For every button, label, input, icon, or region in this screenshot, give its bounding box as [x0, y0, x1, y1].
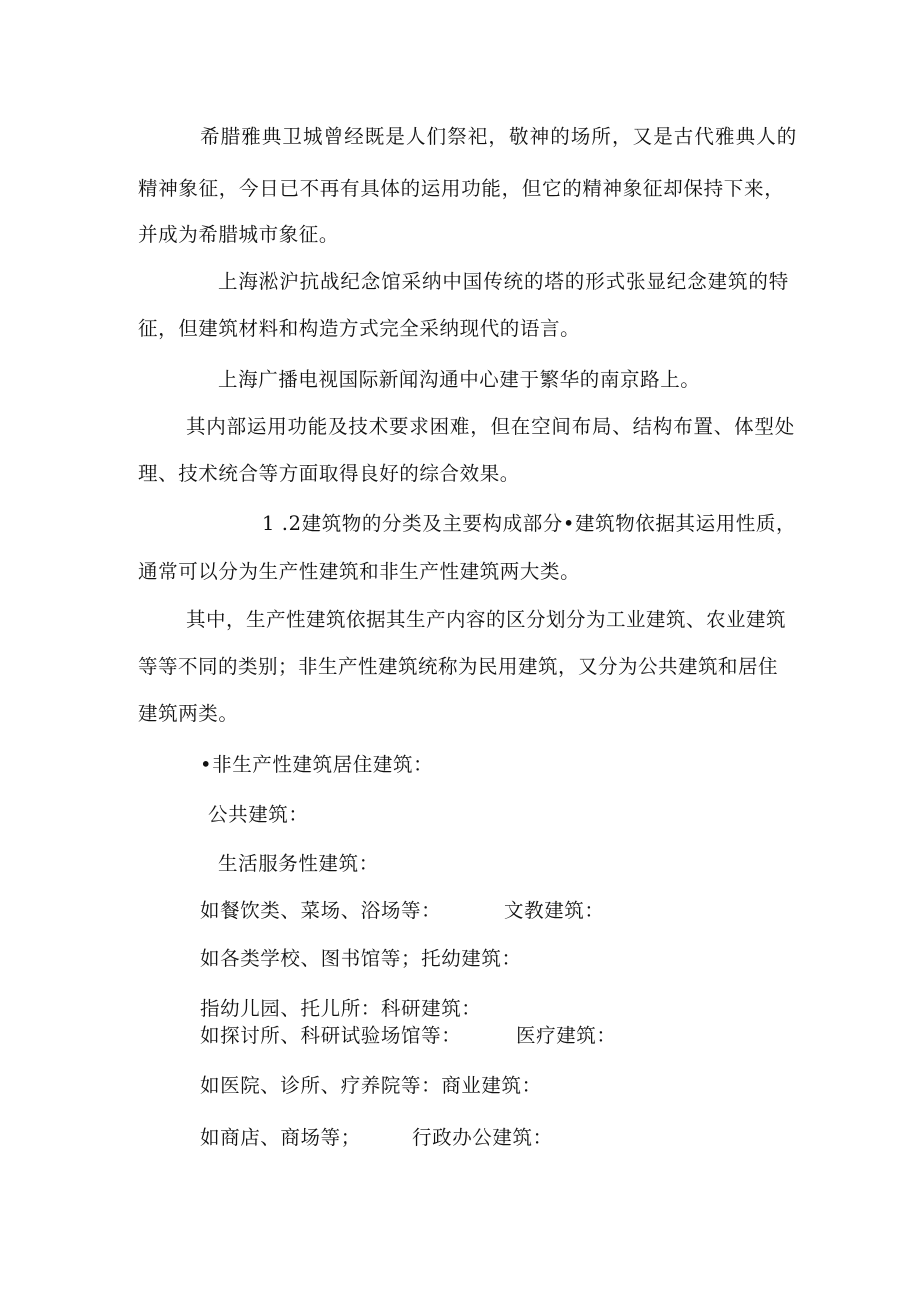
- paragraph-memorial-line-2: 征，但建筑材料和构造方式完全采纳现代的语言。: [138, 317, 581, 340]
- paragraph-types-line-3: 建筑两类。: [138, 702, 239, 725]
- list-item-kindergarten-examples: 指幼儿园、托儿所：科研建筑：: [200, 997, 482, 1020]
- section-heading-classification: 1 .2建筑物的分类及主要构成部分•建筑物依据其运用性质，: [262, 512, 797, 535]
- list-item-store-examples: 如商店、商场等；: [200, 1126, 361, 1149]
- paragraph-broadcast-center: 上海广播电视国际新闻沟通中心建于繁华的南京路上。: [218, 368, 701, 391]
- list-item-education-buildings: 文教建筑：: [504, 899, 605, 922]
- paragraph-types-line-1: 其中，生产性建筑依据其生产内容的区分划分为工业建筑、农业建筑: [186, 608, 787, 631]
- paragraph-classification-line-2: 通常可以分为生产性建筑和非生产性建筑两大类。: [138, 560, 581, 583]
- paragraph-acropolis-line-2: 精神象征，今日已不再有具体的运用功能，但它的精神象征却保持下来，: [138, 177, 785, 200]
- paragraph-acropolis-line-3: 并成为希腊城市象征。: [138, 223, 340, 246]
- list-heading-non-production: •非生产性建筑居住建筑：: [200, 753, 434, 776]
- paragraph-function-line-1: 其内部运用功能及技术要求困难，但在空间布局、结构布置、体型处: [186, 415, 796, 438]
- paragraph-memorial-line-1: 上海淞沪抗战纪念馆采纳中国传统的塔的形式张显纪念建筑的特: [218, 270, 790, 293]
- list-item-hospital-examples: 如医院、诊所、疗养院等：商业建筑：: [200, 1074, 542, 1097]
- paragraph-acropolis-line-1: 希腊雅典卫城曾经既是人们祭祀，敬神的场所，又是古代雅典人的: [200, 125, 798, 148]
- list-item-medical-buildings: 医疗建筑：: [516, 1024, 617, 1047]
- list-item-dining-examples: 如餐饮类、菜场、浴场等：: [200, 899, 442, 922]
- paragraph-function-line-2: 理、技术统合等方面取得良好的综合效果。: [138, 462, 520, 485]
- list-item-research-examples: 如探讨所、科研试验场馆等：: [200, 1024, 462, 1047]
- paragraph-types-line-2: 等等不同的类别；非生产性建筑统称为民用建筑，又分为公共建筑和居住: [138, 655, 779, 678]
- list-item-school-examples: 如各类学校、图书馆等；托幼建筑：: [200, 947, 522, 970]
- list-item-office-buildings: 行政办公建筑：: [412, 1126, 553, 1149]
- list-item-service-buildings: 生活服务性建筑：: [218, 852, 379, 875]
- list-item-public-buildings: 公共建筑：: [208, 803, 309, 826]
